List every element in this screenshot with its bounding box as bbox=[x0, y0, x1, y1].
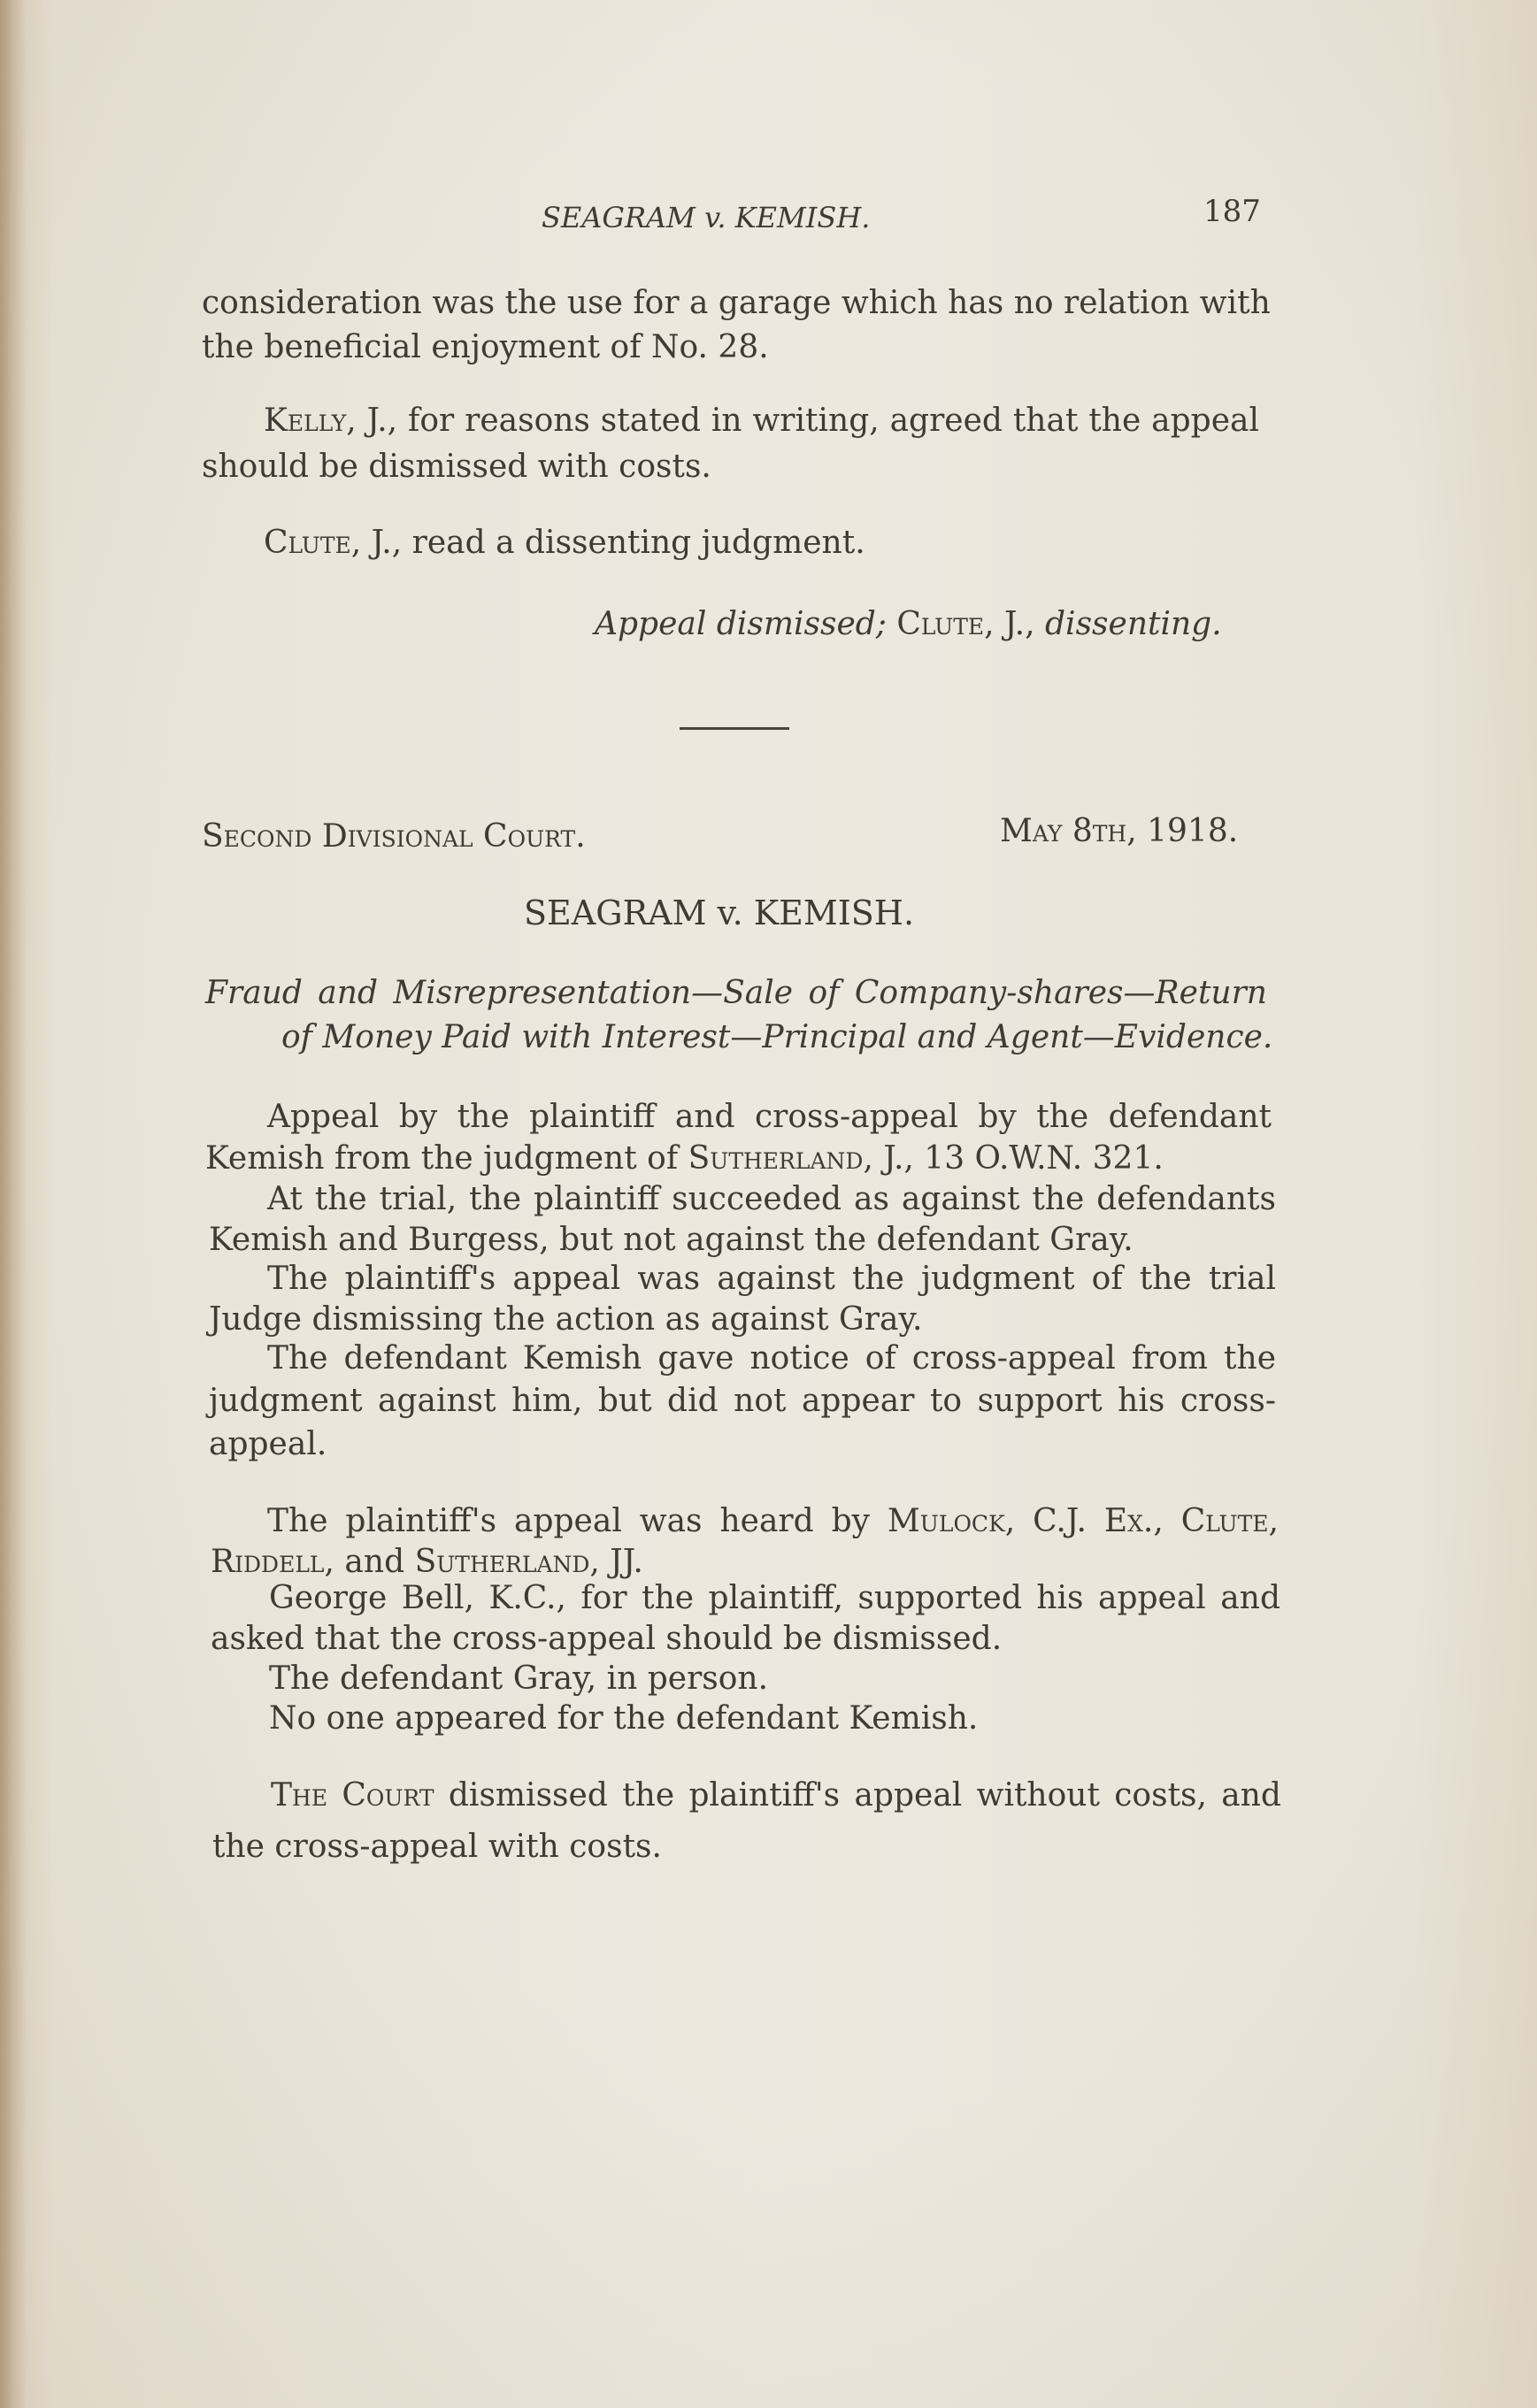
clute-line-text: , J., read a dissenting judgment. bbox=[350, 525, 865, 561]
para-9-text-1: dismissed the plaintiff's appeal without costs, and bbox=[434, 1777, 1281, 1814]
para-9-line-2: the cross-appeal with costs. bbox=[212, 1829, 662, 1865]
section-divider bbox=[680, 727, 789, 730]
disposition-line bbox=[595, 606, 1222, 642]
para-9-line-1 bbox=[271, 1777, 1281, 1814]
disposition-text-1: Appeal dismissed; bbox=[595, 606, 897, 642]
disposition-text-2: , J., bbox=[984, 606, 1046, 642]
disposition-judge-name: Clute bbox=[896, 606, 985, 642]
judge-name-kelly: Kelly bbox=[264, 403, 347, 439]
para-5-line-1 bbox=[267, 1503, 1279, 1539]
kelly-line-1-text: , J., for reasons stated in writing, agreed that the appeal bbox=[346, 403, 1259, 439]
judge-name-clute: Clute bbox=[264, 525, 351, 561]
para-2-line-1: At the trial, the plaintiff succeeded as against the defendants bbox=[267, 1181, 1276, 1217]
court-exchequer: Ex. bbox=[1103, 1503, 1154, 1539]
disposition-text-3: dissenting. bbox=[1045, 606, 1222, 642]
headnote-line-1: Fraud and Misrepresentation—Sale of Company-shares—Return bbox=[205, 975, 1267, 1011]
judge-name-clute-2: Clute bbox=[1180, 1503, 1269, 1539]
para-4-line-2: judgment against him, but did not appear to support his cross- bbox=[209, 1383, 1276, 1419]
court-name: Second Divisional Court. bbox=[202, 818, 586, 855]
judge-name-mulock: Mulock bbox=[887, 1503, 1005, 1539]
the-court: The Court bbox=[271, 1777, 434, 1814]
binding-shadow bbox=[0, 0, 27, 2408]
para-1-line-2-b: , J., 13 O.W.N. 321. bbox=[863, 1140, 1164, 1177]
judge-name-sutherland-2: Sutherland bbox=[414, 1544, 590, 1580]
para-5-text-1: The plaintiff's appeal was heard by bbox=[267, 1503, 888, 1539]
para-5-text-5: , and bbox=[324, 1544, 415, 1580]
headnote-line-2: of Money Paid with Interest—Principal and Agent—Evidence. bbox=[281, 1019, 1273, 1055]
para-4-line-3: appeal. bbox=[209, 1426, 327, 1462]
para-5-text-3: , bbox=[1153, 1503, 1181, 1539]
clute-line bbox=[264, 527, 865, 559]
running-title: SEAGRAM v. KEMISH. bbox=[542, 201, 871, 234]
para-1-line-2-a: Kemish from the judgment of bbox=[205, 1140, 688, 1177]
para-6-line-1: George Bell, K.C., for the plaintiff, supported his appeal and bbox=[269, 1580, 1280, 1616]
para-2-line-2: Kemish and Burgess, but not against the defendant Gray. bbox=[209, 1222, 1134, 1258]
judge-name-sutherland: Sutherland bbox=[688, 1140, 864, 1177]
continuation-line-1: consideration was the use for a garage which has no relation with bbox=[202, 285, 1271, 321]
para-6-line-2: asked that the cross-appeal should be dismissed. bbox=[211, 1621, 1003, 1657]
judge-name-riddell: Riddell bbox=[211, 1544, 325, 1580]
para-1-line-2 bbox=[205, 1140, 1164, 1177]
para-4-line-1: The defendant Kemish gave notice of cross-appeal from the bbox=[267, 1340, 1276, 1377]
page-number: 187 bbox=[1203, 194, 1261, 229]
decision-date: May 8th, 1918. bbox=[1000, 813, 1239, 849]
para-3-line-2: Judge dismissing the action as against Gray. bbox=[209, 1301, 923, 1338]
para-5-line-2 bbox=[211, 1546, 643, 1578]
para-7: The defendant Gray, in person. bbox=[269, 1660, 769, 1697]
case-title: SEAGRAM v. KEMISH. bbox=[524, 893, 915, 932]
para-8: No one appeared for the defendant Kemish. bbox=[269, 1700, 979, 1737]
para-5-text-2: , C.J. bbox=[1004, 1503, 1104, 1539]
para-5-text-4: , bbox=[1268, 1503, 1279, 1539]
para-3-line-1: The plaintiff's appeal was against the judgment of the trial bbox=[267, 1261, 1276, 1297]
para-5-text-6: , JJ. bbox=[589, 1544, 643, 1580]
continuation-line-2: the beneficial enjoyment of No. 28. bbox=[202, 329, 769, 365]
kelly-line-1 bbox=[264, 405, 1259, 437]
kelly-line-2: should be dismissed with costs. bbox=[202, 449, 711, 485]
para-1-line-1: Appeal by the plaintiff and cross-appeal by the defendant bbox=[267, 1099, 1272, 1135]
